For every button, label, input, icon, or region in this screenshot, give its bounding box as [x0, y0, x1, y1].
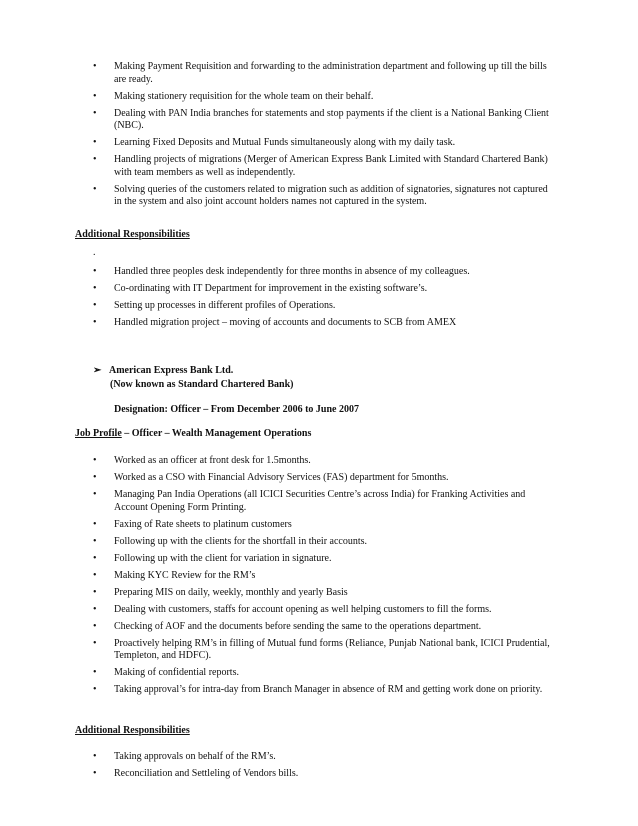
list-item: [0, 751, 638, 764]
list-item-text: Checking of AOF and the documents before sending the same to the operations department.: [114, 620, 482, 632]
bullet-icon: •: [93, 107, 97, 119]
additional-responsibilities-list: [0, 266, 638, 334]
list-item: [0, 553, 638, 566]
list-item-text: Co-ordinating with IT Department for improvement in the existing software’s.: [114, 283, 428, 294]
additional-responsibilities-list-2: [0, 751, 638, 785]
list-item-text: Handling projects of migrations (Merger of American Express Bank Limited with Standard Chartered Bank) with team members as well as independently.: [114, 154, 548, 178]
job-profile-label: Job Profile: [75, 428, 122, 439]
bullet-icon: •: [93, 183, 97, 195]
list-item-text: Worked as an officer at front desk for 1.5months.: [114, 455, 311, 466]
list-item: [0, 184, 638, 209]
bullet-icon: •: [93, 569, 97, 581]
list-item-text: Learning Fixed Deposits and Mutual Funds simultaneously along with my daily task.: [114, 137, 456, 148]
bullet-icon: •: [93, 751, 97, 762]
list-item-text: Following up with the clients for the shortfall in their accounts.: [114, 535, 368, 547]
list-item: [0, 489, 638, 514]
list-item-text: Following up with the client for variation in signature.: [114, 552, 332, 564]
list-item-text: Making of confidential reports.: [114, 667, 239, 678]
bullet-icon: •: [93, 684, 97, 695]
list-item-text: Handled three peoples desk independently for three months in absence of my colleagues.: [114, 266, 470, 277]
list-item: [0, 472, 638, 485]
additional-responsibilities-heading-2: Additional Responsibilities: [75, 725, 190, 736]
list-item: [0, 536, 638, 549]
bullet-icon: •: [93, 90, 97, 102]
bullet-icon: •: [93, 300, 97, 311]
list-item-text: Reconciliation and Settleling of Vendors bills.: [114, 768, 299, 779]
responsibilities-list: [0, 61, 638, 213]
list-item-text: Taking approvals on behalf of the RM’s.: [114, 751, 276, 762]
bullet-icon: •: [93, 455, 97, 466]
list-item: [0, 604, 638, 617]
list-item: [0, 137, 638, 150]
bullet-icon: •: [93, 586, 97, 598]
list-item-text: Handled migration project – moving of accounts and documents to SCB from AMEX: [114, 317, 457, 328]
designation: Designation: Officer – From December 2006 to June 2007: [114, 404, 359, 415]
bullet-icon: •: [93, 603, 97, 615]
bullet-icon: •: [93, 61, 97, 72]
bullet-icon: •: [93, 768, 97, 779]
bullet-icon: •: [93, 637, 97, 649]
list-item-text: Preparing MIS on daily, weekly, monthly and yearly Basis: [114, 586, 348, 598]
list-item-text: Faxing of Rate sheets to platinum customers: [114, 518, 292, 530]
list-item: [0, 283, 638, 296]
bullet-icon: •: [93, 266, 97, 277]
bullet-icon: •: [93, 283, 97, 294]
bullet-icon: •: [93, 518, 97, 530]
list-item: [0, 317, 638, 330]
list-item: [0, 587, 638, 600]
stray-dot: .: [93, 247, 96, 258]
list-item-text: Making Payment Requisition and forwarding to the administration department and following up till the bills are ready.: [114, 61, 547, 85]
list-item: [0, 91, 638, 104]
list-item: [0, 154, 638, 179]
bullet-icon: •: [93, 620, 97, 632]
list-item: [0, 667, 638, 680]
list-item-text: Making KYC Review for the RM’s: [114, 569, 256, 581]
job-profile-list: [0, 455, 638, 701]
list-item-text: Setting up processes in different profiles of Operations.: [114, 300, 336, 311]
bullet-icon: •: [93, 535, 97, 547]
bullet-icon: •: [93, 472, 97, 483]
company-now-known-as: (Now known as Standard Chartered Bank): [110, 379, 294, 390]
list-item: [0, 768, 638, 781]
list-item: [0, 61, 638, 86]
bullet-icon: •: [93, 317, 97, 328]
bullet-icon: •: [93, 667, 97, 678]
list-item: [0, 638, 638, 663]
list-item: [0, 519, 638, 532]
company-name: [93, 365, 233, 376]
list-item-text: Taking approval’s for intra-day from Branch Manager in absence of RM and getting work done on priority.: [114, 684, 543, 695]
list-item: [0, 266, 638, 279]
list-item: [0, 570, 638, 583]
list-item-text: Dealing with PAN India branches for statements and stop payments if the client is a National Banking Client (NBC).: [114, 107, 549, 131]
bullet-icon: •: [93, 154, 97, 165]
bullet-icon: •: [93, 137, 97, 148]
list-item: [0, 621, 638, 634]
list-item-text: Proactively helping RM’s in filling of Mutual fund forms (Reliance, Punjab National bank, ICICI Prudential, Templeton, and HDFC).: [114, 637, 550, 661]
job-profile-heading: [75, 428, 311, 439]
list-item: [0, 108, 638, 133]
list-item-text: Managing Pan India Operations (all ICICI Securities Centre’s across India) for Franking Activities and Account Opening Form Printing.: [114, 489, 526, 513]
list-item: [0, 300, 638, 313]
arrow-bullet-icon: ➢: [93, 365, 102, 376]
company-name-text: American Express Bank Ltd.: [109, 365, 234, 376]
additional-responsibilities-heading: Additional Responsibilities: [75, 229, 190, 240]
bullet-icon: •: [93, 552, 97, 564]
list-item-text: Dealing with customers, staffs for account opening as well helping customers to fill the forms.: [114, 603, 492, 615]
list-item: [0, 455, 638, 468]
list-item: [0, 684, 638, 697]
job-profile-title: – Officer – Wealth Management Operations: [121, 428, 312, 439]
list-item-text: Solving queries of the customers related to migration such as addition of signatories, signatures not captured in the system and also joint account holders names not captured in the system.: [114, 183, 548, 207]
bullet-icon: •: [93, 489, 97, 500]
list-item-text: Making stationery requisition for the whole team on their behalf.: [114, 90, 374, 102]
list-item-text: Worked as a CSO with Financial Advisory Services (FAS) department for 5months.: [114, 472, 449, 483]
